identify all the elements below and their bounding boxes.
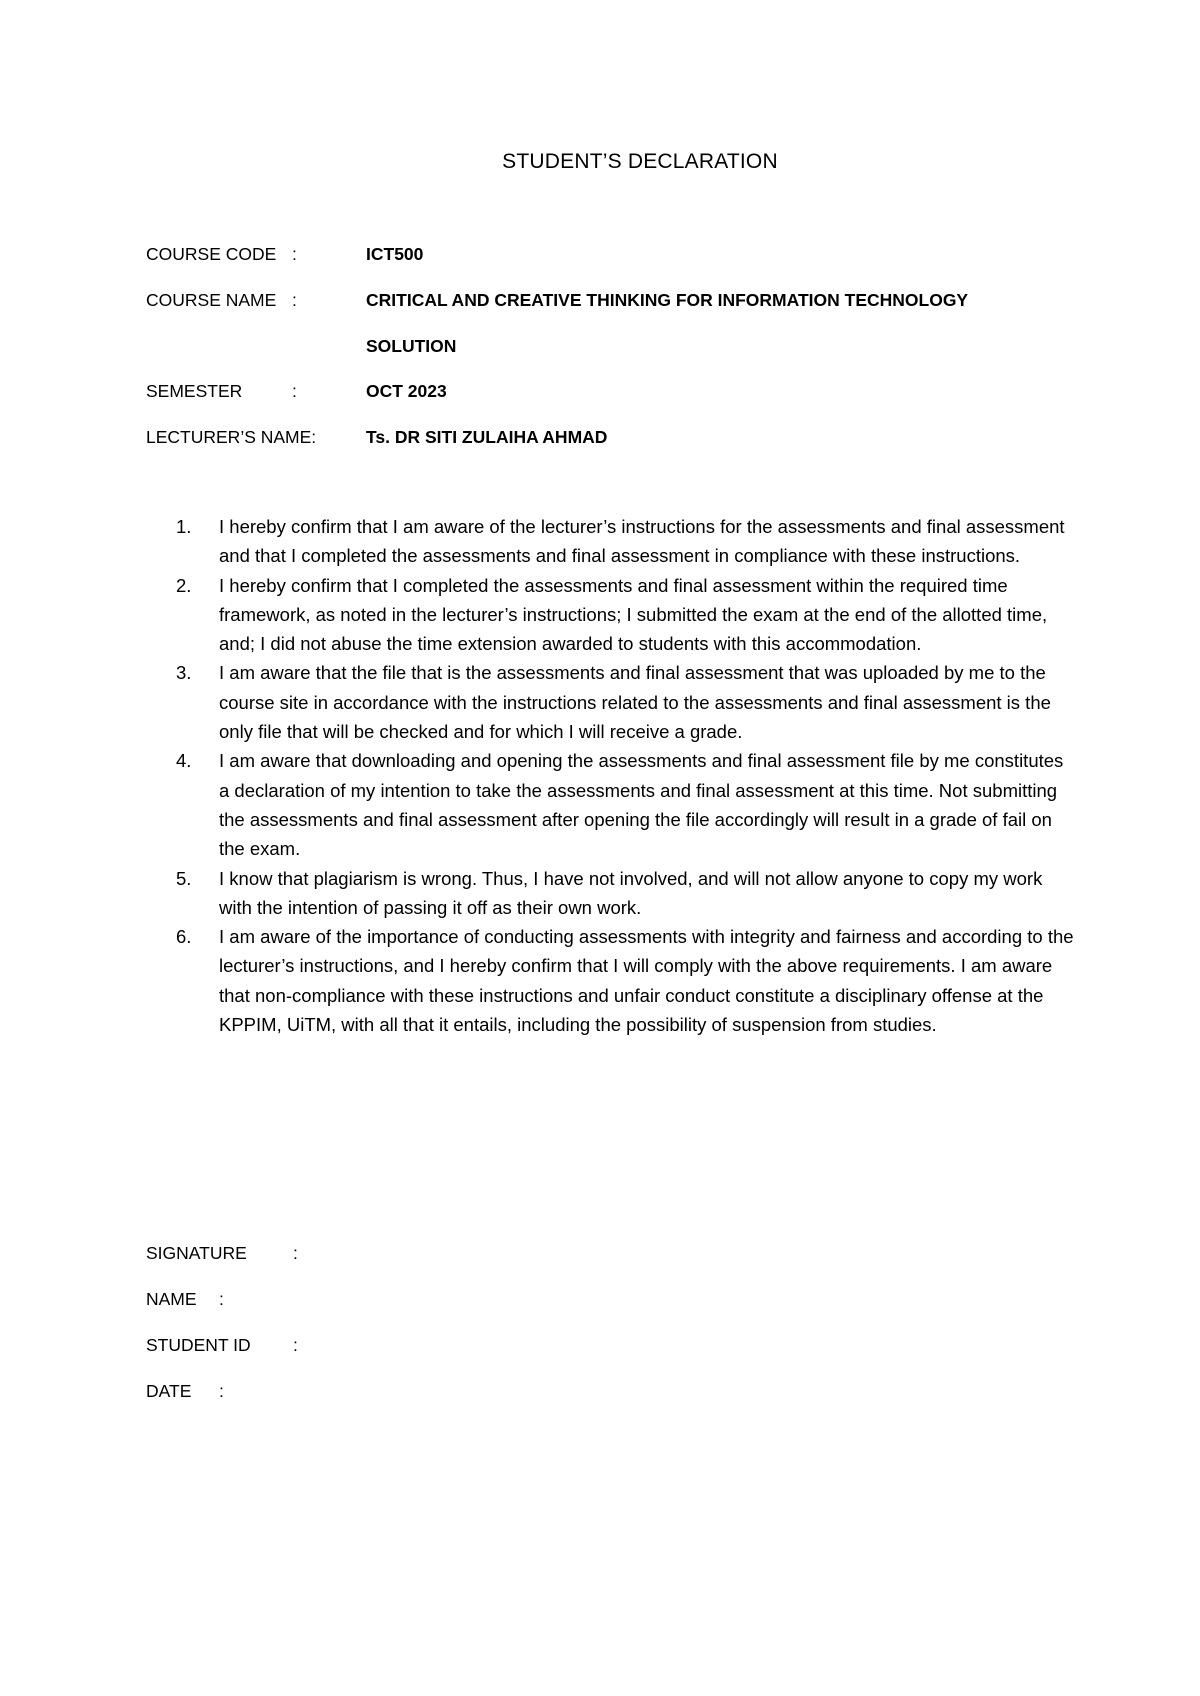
declaration-text: I am aware of the importance of conducting assessments with integrity and fairness and according to the lecturer’s instructions, and I hereby confirm that I will comply with the above requirements. I am aware that non-compliance with these instructions and unfair conduct constitute a disciplinary offense at the KPPIM, UiTM, with all that it entails, including the possibility of suspension from studies. — [219, 926, 1074, 1036]
date-label: DATE — [146, 1381, 192, 1401]
declaration-number: 2. — [176, 574, 192, 596]
course-code-value: ICT500 — [366, 244, 424, 264]
declaration-number: 1. — [176, 516, 192, 537]
declaration-number: 6. — [176, 926, 192, 948]
declaration-number: 5. — [176, 867, 192, 889]
declaration-item — [176, 922, 1076, 1039]
declaration-item — [176, 658, 1076, 746]
course-name-line1: CRITICAL AND CREATIVE THINKING FOR INFORMATION TECHNOLOGY — [366, 290, 969, 310]
student-id-label: STUDENT ID — [146, 1335, 251, 1355]
declaration-text: I am aware that the file that is the assessments and final assessment that was uploaded by me to the course site in accordance with the instructions related to the assessments and final assessment is the only file that will be checked and for which I will receive a grade. — [219, 662, 1051, 743]
signature-label: SIGNATURE — [146, 1243, 247, 1263]
course-name-label: COURSE NAME — [146, 290, 277, 310]
semester-colon: : — [292, 381, 297, 401]
course-name-colon: : — [292, 290, 297, 310]
declaration-number: 3. — [176, 662, 192, 684]
name-label: NAME — [146, 1289, 197, 1309]
page-title: STUDENT’S DECLARATION — [502, 150, 778, 173]
declaration-item — [176, 864, 1076, 923]
declaration-item — [176, 512, 1076, 571]
declaration-number: 4. — [176, 750, 192, 772]
course-code-label: COURSE CODE — [146, 244, 277, 264]
declaration-item — [176, 571, 1076, 659]
date-colon: : — [219, 1381, 224, 1401]
signature-colon: : — [293, 1243, 298, 1263]
semester-value: OCT 2023 — [366, 381, 447, 401]
course-name-line2: SOLUTION — [366, 336, 457, 356]
semester-label: SEMESTER — [146, 381, 243, 401]
student-id-colon: : — [293, 1335, 298, 1355]
lecturer-value: Ts. DR SITI ZULAIHA AHMAD — [366, 427, 608, 447]
name-colon: : — [219, 1289, 224, 1309]
declaration-text: I know that plagiarism is wrong. Thus, I have not involved, and will not allow anyone to copy my work with the intention of passing it off as their own work. — [219, 867, 1043, 918]
declaration-text: I hereby confirm that I completed the assessments and final assessment within the required time framework, as noted in the lecturer’s instructions; I submitted the exam at the end of the allotted time, and; I did not abuse the time extension awarded to students with this accommodation. — [219, 574, 1048, 655]
declaration-text: I am aware that downloading and opening the assessments and final assessment file by me constitutes a declaration of my intention to take the assessments and final assessment at this time. Not submitting the assessments and final assessment after opening the file accordingly will result in a grade of fail on the exam. — [219, 750, 1064, 860]
declaration-list — [176, 512, 1076, 1039]
declaration-item — [176, 746, 1076, 863]
declaration-text: I hereby confirm that I am aware of the lecturer’s instructions for the assessments and final assessment and that I completed the assessments and final assessment in compliance with these instructions. — [219, 516, 1065, 567]
course-code-colon: : — [292, 244, 297, 264]
lecturer-label: LECTURER’S NAME: — [146, 427, 317, 447]
